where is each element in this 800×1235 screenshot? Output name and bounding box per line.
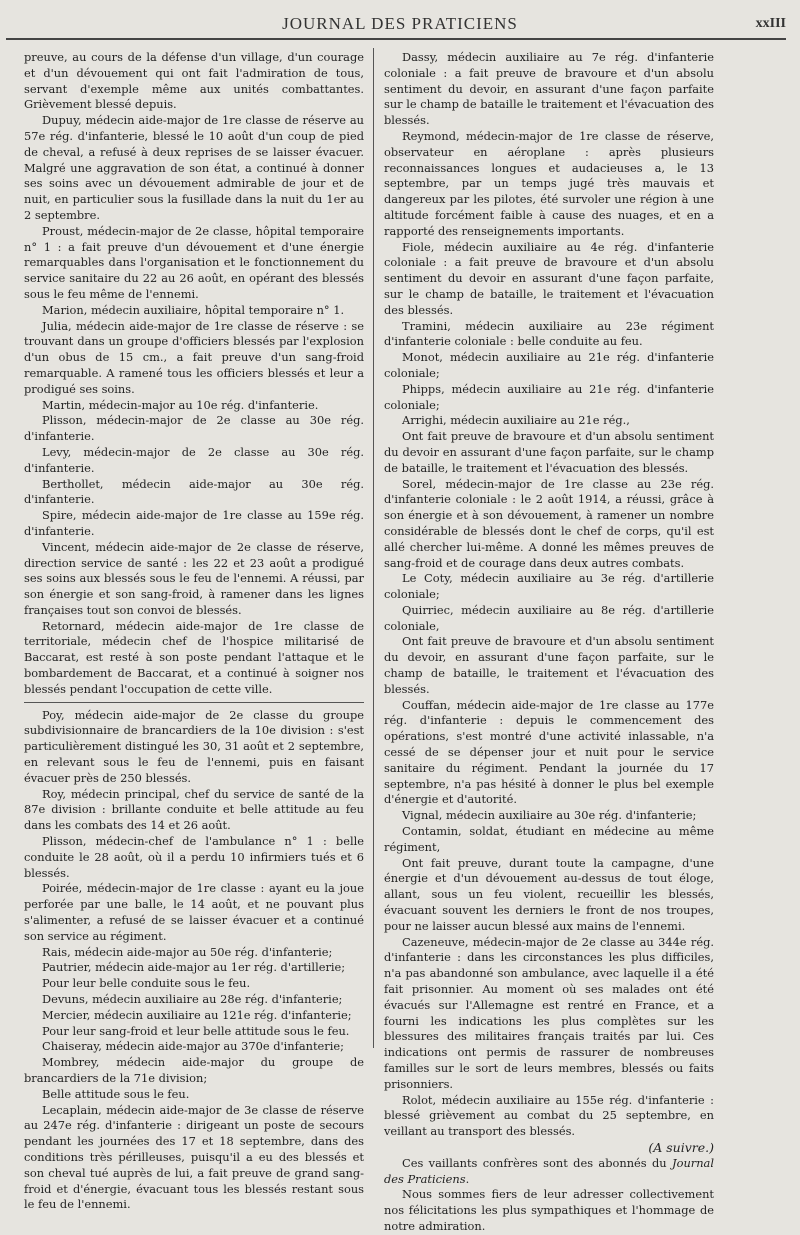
paragraph: Ont fait preuve, durant toute la campagne, d'une énergie et d'un dévouement au-dessus de tout éloge, allant, sous un feu violent, recueillir les blessés, évacuant souvent les derniers le front de nos troupes, pour ne laisser aucun blessé aux mains de l'ennemi. xyxy=(384,855,714,933)
left-section-bottom xyxy=(24,708,364,1214)
paragraph: Arrighi, médecin auxiliaire au 21e rég., xyxy=(402,413,630,428)
paragraph: Sorel, médecin-major de 1re classe au 23e rég. d'infanterie coloniale : le 2 août 1914, a réussi, grâce à son énergie et à son dévouement, à ramener un nombre considérable de blessés dont le chef de corps, qu'il est allé chercher lui-même. A donné les mêmes preuves de sang-froid et de courage dans deux autres combats. xyxy=(384,476,714,570)
paragraph: Pour leur belle conduite sous le feu. xyxy=(42,976,251,991)
closing-paragraph-2: Nous sommes fiers de leur adresser collectivement nos félicitations les plus sympathiques et l'hommage de notre admiration. xyxy=(384,1187,714,1233)
a-suivre-note: (A suivre.) xyxy=(648,1139,714,1155)
left-column xyxy=(24,50,364,1213)
section-separator xyxy=(24,702,364,703)
header-rule xyxy=(6,38,786,40)
paragraph: Cazeneuve, médecin-major de 2e classe au 344e rég. d'infanterie : dans les circonstances les plus difficiles, n'a pas abandonné son ambulance, avec laquelle il a été fait prisonnier. Au moment où ses malades ont été évacués sur l'Allemagne est rentré en France, et a fourni les indications les plus complètes sur les blessures des militaires français traités par lui. Ces indications ont permis de rassurer de nombreuses familles sur le sort de leurs membres, blessés ou faits prisonniers. xyxy=(384,934,714,1091)
paragraph: Quirriec, médecin auxiliaire au 8e rég. d'artillerie coloniale, xyxy=(384,602,714,633)
paragraph: Plisson, médecin-chef de l'ambulance n° 1 : belle conduite le 28 août, où il a perdu 10 infirmiers tués et 6 blessés. xyxy=(24,834,364,880)
paragraph: Mercier, médecin auxiliaire au 121e rég. d'infanterie; xyxy=(42,1007,352,1022)
left-section-top xyxy=(24,50,364,698)
paragraph: Retornard, médecin aide-major de 1re classe de territoriale, médecin chef de l'hospice militarisé de Baccarat, est resté à son poste pendant l'attaque et le bombardement de Baccarat, et a continué à soigner nos blessés pendant l'occupation de cette ville. xyxy=(24,618,364,696)
paragraph: Rais, médecin aide-major au 50e rég. d'infanterie; xyxy=(42,944,333,959)
paragraph: Marion, médecin auxiliaire, hôpital temporaire n° 1. xyxy=(42,302,345,317)
page-header xyxy=(0,14,800,36)
paragraph: Mombrey, médecin aide-major du groupe de brancardiers de la 71e division; xyxy=(24,1055,364,1085)
paragraph: Levy, médecin-major de 2e classe au 30e rég. d'infanterie. xyxy=(24,444,364,475)
paragraph: Lecaplain, médecin aide-major de 3e classe de réserve au 247e rég. d'infanterie : dirigeant un poste de secours pendant les journées des 17 et 18 septembre, dans des conditions très périlleuses, puisqu'il a eu des blessés et son cheval tué auprès de lui, a fait preuve de grand sang-froid et d'énergie, évacuant tous les blessés restant sous le feu de l'ennemi. xyxy=(24,1102,364,1212)
paragraph: Vincent, médecin aide-major de 2e classe de réserve, direction service de santé : les 22 et 23 août a prodigué ses soins aux blessés sous le feu de l'ennemi. A réussi, par son énergie et son sang-froid, à ramener dans les lignes françaises tout son convoi de blessés. xyxy=(24,539,364,617)
paragraph: Berthollet, médecin aide-major au 30e rég. d'infanterie. xyxy=(24,476,364,507)
paragraph: Ont fait preuve de bravoure et d'un absolu sentiment du devoir en assurant d'une façon parfaite, sur le champ de bataille, le traitement et l'évacuation des blessés. xyxy=(384,429,714,475)
paragraph: Martin, médecin-major au 10e rég. d'infanterie. xyxy=(42,397,319,412)
paragraph: Dassy, médecin auxiliaire au 7e rég. d'infanterie coloniale : a fait preuve de bravoure et d'un absolu sentiment du devoir, en assurant d'une façon parfaite sur le champ de bataille le traitement et l'évacuation des blessés. xyxy=(384,50,714,128)
paragraph: Rolot, médecin auxiliaire au 155e rég. d'infanterie : blessé grièvement au combat du 25 septembre, en veillant au transport des blessés. xyxy=(384,1092,714,1139)
closing-punct: . xyxy=(465,1171,470,1186)
paragraph: Phipps, médecin auxiliaire au 21e rég. d'infanterie coloniale; xyxy=(384,381,714,412)
paragraph: Couffan, médecin aide-major de 1re classe au 177e rég. d'infanterie : depuis le commencement des opérations, s'est montré d'une activité inlassable, n'a cessé de se dépenser jour et nuit pour le service sanitaire du régiment. Pendant la journée du 17 septembre, n'a pas hésité à donner le plus bel exemple d'énergie et d'autorité. xyxy=(384,697,714,807)
paragraph: Tramini, médecin auxiliaire au 23e régiment d'infanterie coloniale : belle conduite au feu. xyxy=(384,318,714,349)
column-divider xyxy=(373,48,374,1048)
paragraph: Plisson, médecin-major de 2e classe au 30e rég. d'infanterie. xyxy=(24,413,364,444)
paragraph: Proust, médecin-major de 2e classe, hôpital temporaire n° 1 : a fait preuve d'un dévouement et d'une énergie remarquables dans l'organisation et le fonctionnement du service sanitaire du 22 au 26 août, en opérant des blessés sous le feu même de l'ennemi. xyxy=(24,223,364,301)
right-section-paragraphs xyxy=(384,50,714,1140)
paragraph: Chaiseray, médecin aide-major au 370e d'infanterie; xyxy=(42,1039,344,1054)
closing-paragraph-1 xyxy=(384,1156,714,1188)
paragraph: Spire, médecin aide-major de 1re classe au 159e rég. d'infanterie. xyxy=(24,508,364,538)
journal-title: JOURNAL DES PRATICIENS xyxy=(282,14,518,33)
paragraph: Pour leur sang-froid et leur belle attitude sous le feu. xyxy=(42,1023,350,1038)
paragraph: Devuns, médecin auxiliaire au 28e rég. d'infanterie; xyxy=(42,992,343,1007)
closing-text: Ces vaillants confrères sont des abonnés du xyxy=(402,1155,673,1170)
right-column xyxy=(384,50,714,1235)
page-number: xxIII xyxy=(755,16,786,31)
paragraph: preuve, au cours de la défense d'un village, d'un courage et d'un dévouement qui ont fait l'admiration de tous, servant d'exemple même aux unités combattantes. Grièvement blessé depuis. xyxy=(24,50,364,112)
paragraph: Pautrier, médecin aide-major au 1er rég. d'artillerie; xyxy=(42,960,346,975)
paragraph: Belle attitude sous le feu. xyxy=(42,1086,190,1101)
paragraph: Fiole, médecin auxiliaire au 4e rég. d'infanterie coloniale : a fait preuve de bravoure et d'un absolu sentiment du devoir en assurant d'une façon parfaite, sur le champ de bataille, le traitement et l'évacuation des blessés. xyxy=(384,239,714,317)
paragraph: Poirée, médecin-major de 1re classe : ayant eu la joue perforée par une balle, le 14 août, et ne pouvant plus s'alimenter, a refusé de se laisser évacuer et a continué son service au régiment. xyxy=(24,881,364,943)
paragraph: Julia, médecin aide-major de 1re classe de réserve : se trouvant dans un groupe d'officiers blessés par l'explosion d'un obus de 15 cm., a fait preuve d'un sang-froid remarquable. A ramené tous les officiers blessés et leur a prodigué ses soins. xyxy=(24,318,364,396)
paragraph: Ont fait preuve de bravoure et d'un absolu sentiment du devoir, en assurant d'une façon parfaite, sur le champ de bataille, le traitement et l'évacuation des blessés. xyxy=(384,634,714,696)
paragraph: Dupuy, médecin aide-major de 1re classe de réserve au 57e rég. d'infanterie, blessé le 10 août d'un coup de pied de cheval, a refusé à deux reprises de se laisser évacuer. Malgré une aggravation de son état, a continué à donner ses soins avec un dévouement admirable de jour et de nuit, en particulier sous la fusillade dans la nuit du 1er au 2 septembre. xyxy=(24,113,364,222)
paragraph: Vignal, médecin auxiliaire au 30e rég. d'infanterie; xyxy=(402,808,697,823)
paragraph: Poy, médecin aide-major de 2e classe du groupe subdivisionnaire de brancardiers de la 10e division : s'est particulièrement distingué les 30, 31 août et 2 septembre, en relevant sous le feu de l'ennemi, puis en faisant évacuer près de 250 blessés. xyxy=(24,707,364,785)
paragraph: Roy, médecin principal, chef du service de santé de la 87e division : brillante conduite et belle attitude au feu dans les combats des 14 et 26 août. xyxy=(24,786,364,833)
journal-name: Journal des Praticiens xyxy=(384,1155,714,1186)
paragraph: Contamin, soldat, étudiant en médecine au même régiment, xyxy=(384,824,714,854)
paragraph: Monot, médecin auxiliaire au 21e rég. d'infanterie coloniale; xyxy=(384,350,714,380)
paragraph: Le Coty, médecin auxiliaire au 3e rég. d'artillerie coloniale; xyxy=(384,571,714,602)
paragraph: Reymond, médecin-major de 1re classe de réserve, observateur en aéroplane : après plusieurs reconnaissances longues et audacieuses a, le 13 septembre, par un temps jugé très mauvais et dangereux par les pilotes, été survoler une région à une altitude forcément faible à cause des nuages, et en a rapporté des renseignements importants. xyxy=(384,128,714,238)
